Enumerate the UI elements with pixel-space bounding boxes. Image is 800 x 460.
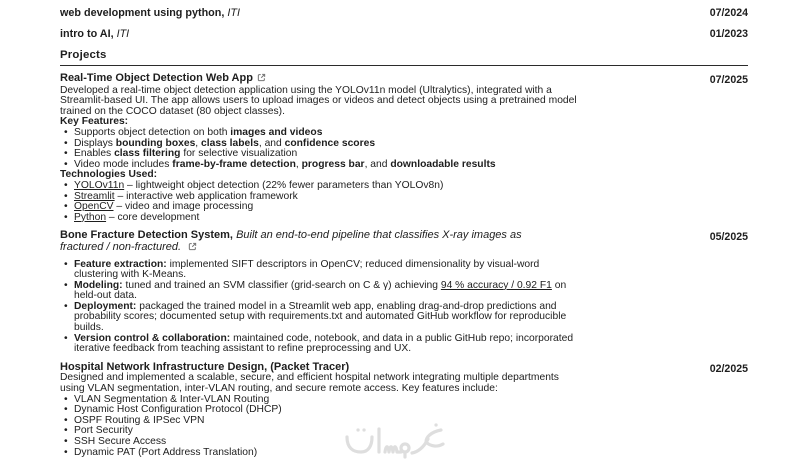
project-title xyxy=(60,230,565,254)
bullet-dot: • xyxy=(64,393,68,405)
bullet-dot: • xyxy=(64,300,68,312)
bullet-item xyxy=(60,416,580,427)
bullet-text xyxy=(74,448,580,459)
text-run: Port Security xyxy=(74,425,133,437)
project-header xyxy=(60,73,748,86)
text-run: VLAN Segmentation & Inter-VLAN Routing xyxy=(74,393,270,405)
text-run: Modeling: xyxy=(74,279,123,291)
bullet-item xyxy=(60,448,580,459)
text-run: intro to AI, xyxy=(60,28,117,40)
bullet-text xyxy=(74,213,580,224)
education-entry-title xyxy=(60,7,620,20)
khamsat-watermark xyxy=(344,422,448,460)
text-run: ITI xyxy=(116,28,130,40)
bullet-dot: • xyxy=(64,158,68,170)
text-run: on held-out data. xyxy=(74,279,567,302)
text-run: class filtering xyxy=(114,148,181,160)
text-run: Video mode includes xyxy=(74,158,173,170)
bullet-dot: • xyxy=(64,190,68,202)
projects-list xyxy=(60,73,748,458)
education-entry xyxy=(60,7,748,20)
project-title xyxy=(60,73,565,86)
entry-date: 07/2024 xyxy=(709,7,748,19)
project-header xyxy=(60,362,748,374)
text-run: Developed a real-time object detection application using the YOLOv11n model (Ultralytics), integrated with a Streamlit-based UI. The app allows users to upload images or videos and detect objects using a pretrained model trained on the COCO dataset (80 object classes). xyxy=(60,84,577,117)
inline-link[interactable]: YOLOv11n xyxy=(74,179,125,191)
entry-date: 07/2025 xyxy=(709,74,748,86)
bullet-item xyxy=(60,281,580,302)
bullet-dot: • xyxy=(64,126,68,138)
inline-link[interactable]: Python xyxy=(74,211,107,223)
bullet-dot: • xyxy=(64,425,68,437)
text-run: Built an end-to-end pipeline that classifies X-ray images as fractured / non-fractured. xyxy=(60,229,522,253)
text-run: Deployment: xyxy=(74,300,137,312)
text-run: SSH Secure Access xyxy=(74,436,167,447)
text-run: Key Features: xyxy=(60,116,129,128)
text-run: Version control & collaboration: xyxy=(74,332,231,344)
project-paragraph xyxy=(60,373,580,394)
text-run: frame-by-frame detection xyxy=(172,158,296,170)
text-run: Hospital Network Infrastructure Design, (Packet Tracer) xyxy=(60,360,350,373)
text-run: Supports object detection on both xyxy=(74,126,231,138)
text-run: confidence scores xyxy=(284,137,376,149)
bullet-dot: • xyxy=(64,137,68,149)
text-run: , and xyxy=(258,137,285,149)
bullet-text xyxy=(74,260,580,281)
bullet-dot: • xyxy=(64,179,68,191)
text-run: , and xyxy=(364,158,391,170)
text-run: ITI xyxy=(227,7,240,19)
bullet-dot: • xyxy=(64,211,68,223)
bullet-dot: • xyxy=(64,404,68,416)
education-entries xyxy=(60,7,748,41)
text-run: Enables xyxy=(74,148,115,160)
text-run: implemented SIFT descriptors in OpenCV; reduced dimensionality by visual-word clustering with K-Means. xyxy=(74,258,540,281)
text-run: progress bar xyxy=(301,158,365,170)
bullet-dot: • xyxy=(64,148,68,160)
page-title: Projects xyxy=(60,49,107,61)
education-entry-title xyxy=(60,28,620,41)
text-run: – core development xyxy=(106,211,200,223)
text-run: Dynamic Host Configuration Protocol (DHCP) xyxy=(74,404,282,416)
text-run: – interactive web application framework xyxy=(114,190,298,202)
bullet-dot: • xyxy=(64,414,68,426)
bullet-dot: • xyxy=(64,332,68,344)
text-run: , xyxy=(295,158,302,170)
bullet-dot: • xyxy=(64,201,68,213)
text-run: for selective visualization xyxy=(180,148,298,160)
project-paragraph xyxy=(60,86,580,118)
bullet-list xyxy=(60,260,580,355)
text-run: bounding boxes xyxy=(115,137,196,149)
project-entry xyxy=(60,230,748,355)
bullet-dot: • xyxy=(64,436,68,447)
bullet-item xyxy=(60,302,580,334)
bullet-dot: • xyxy=(64,446,68,458)
entry-date: 05/2025 xyxy=(709,231,748,244)
project-title xyxy=(60,362,565,374)
inline-link[interactable]: Streamlit xyxy=(74,190,115,202)
text-run: packaged the trained model in a Streamlit web app, enabling drag-and-drop predictions and probability scores; documented setup with requirements.txt and automated GitHub workflow for reproducible builds. xyxy=(74,300,567,334)
text-run: Feature extraction: xyxy=(74,258,167,270)
bullet-item xyxy=(60,334,580,355)
bullet-dot: • xyxy=(64,258,68,270)
text-run: Designed and implemented a scalable, secure, and efficient hospital network integrating multiple departments using VLAN segmentation, inter-VLAN routing, and secure remote access. Key features include: xyxy=(60,372,559,395)
text-run: Dynamic PAT (Port Address Translation) xyxy=(74,446,258,458)
text-run: maintained code, notebook, and data in a public GitHub repo; incorporated iterative feedback from teaching assistant to refine preprocessing and UX. xyxy=(74,332,574,355)
education-entry xyxy=(60,28,748,41)
text-run: , xyxy=(195,137,202,149)
external-link-icon[interactable] xyxy=(188,242,197,255)
external-link-icon[interactable] xyxy=(257,73,266,86)
text-run: downloadable results xyxy=(390,158,496,170)
text-run: images and videos xyxy=(230,126,323,138)
text-run: Technologies Used: xyxy=(60,169,158,181)
entry-date: 02/2025 xyxy=(709,362,748,375)
text-run: Displays xyxy=(74,137,116,149)
bullet-item xyxy=(60,260,580,281)
text-run: OSPF Routing & IPSec VPN xyxy=(74,414,205,426)
text-run: Bone Fracture Detection System, xyxy=(60,229,237,242)
text-run: tuned and trained an SVM classifier (grid-search on C & γ) achieving xyxy=(122,279,441,291)
bullet-list xyxy=(60,181,580,223)
text-run: – lightweight object detection (22% fewer parameters than YOLOv8n) xyxy=(124,179,444,191)
bullet-dot: • xyxy=(64,279,68,291)
entry-date: 01/2023 xyxy=(709,28,748,40)
text-run: web development using python, xyxy=(60,7,228,19)
bullet-text xyxy=(74,281,580,302)
bullet-text xyxy=(74,416,580,427)
projects-section-heading xyxy=(60,49,748,66)
bullet-text xyxy=(74,334,580,355)
text-run: class labels xyxy=(201,137,259,149)
inline-link[interactable]: OpenCV xyxy=(74,201,114,213)
bullet-list xyxy=(60,128,580,170)
project-header xyxy=(60,230,748,254)
inline-link[interactable]: 94 % accuracy / 0.92 F1 xyxy=(440,279,552,291)
text-run: Real-Time Object Detection Web App xyxy=(60,72,253,84)
bullet-text xyxy=(74,302,580,334)
bullet-item xyxy=(60,213,580,224)
bullet-list xyxy=(60,395,580,459)
project-entry xyxy=(60,73,748,223)
text-run: – video and image processing xyxy=(113,201,254,213)
